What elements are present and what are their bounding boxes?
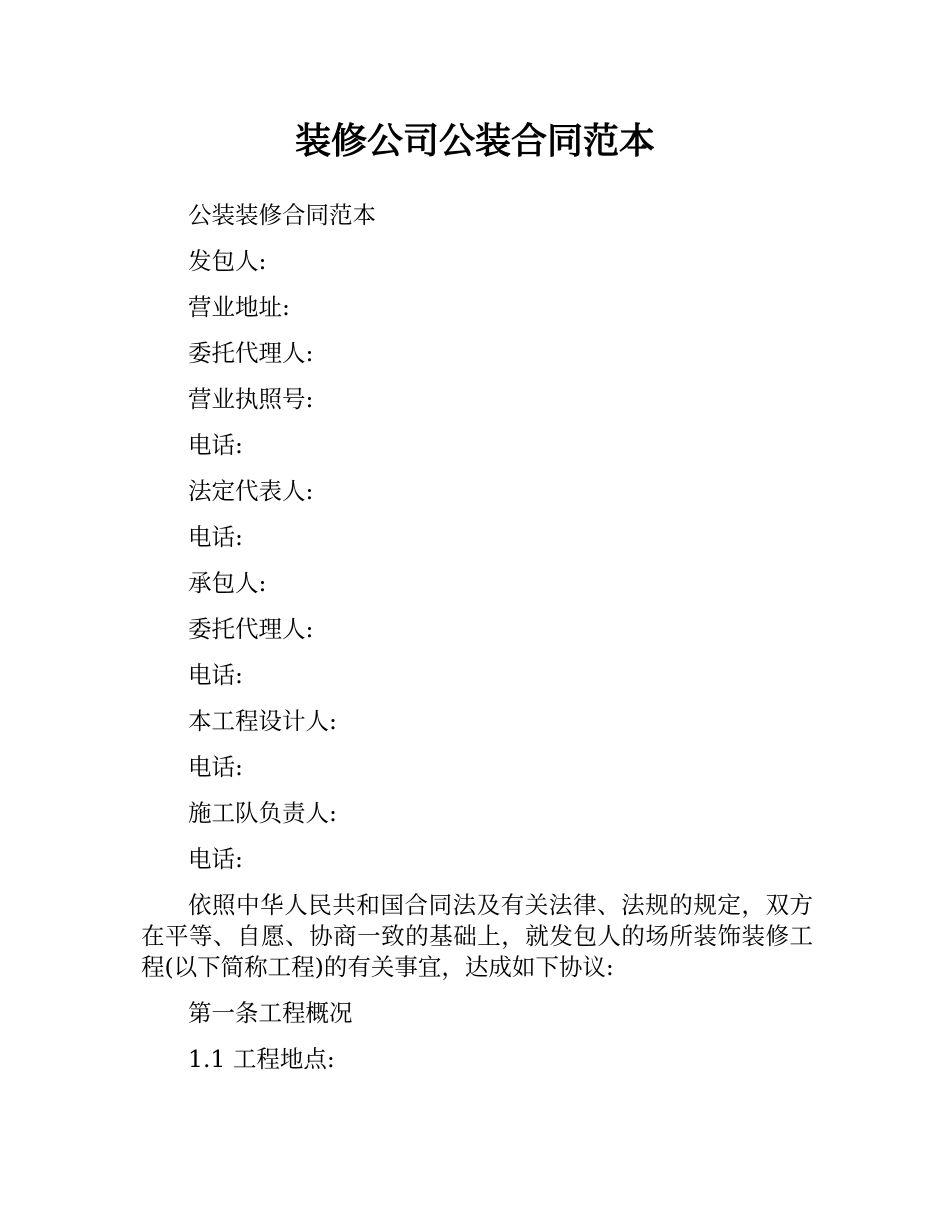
field-legal-representative: 法定代表人: bbox=[188, 477, 314, 505]
clause-1-1: 1.1 工程地点: bbox=[188, 1045, 335, 1073]
field-crew-leader: 施工队负责人: bbox=[188, 799, 337, 827]
document-title: 装修公司公装合同范本 bbox=[294, 121, 655, 162]
field-business-address: 营业地址: bbox=[188, 293, 290, 321]
field-legal-rep-phone: 电话: bbox=[188, 523, 243, 551]
field-contractor: 承包人: bbox=[188, 569, 267, 597]
field-employer-agent: 委托代理人: bbox=[188, 339, 314, 367]
section-heading: 第一条工程概况 bbox=[188, 999, 353, 1027]
field-designer-phone: 电话: bbox=[188, 753, 243, 781]
field-contractor-phone: 电话: bbox=[188, 661, 243, 689]
field-employer-phone: 电话: bbox=[188, 431, 243, 459]
field-designer: 本工程设计人: bbox=[188, 707, 337, 735]
field-employer: 发包人: bbox=[188, 247, 267, 275]
field-business-license: 营业执照号: bbox=[188, 385, 314, 413]
intro-paragraph: 依照中华人民共和国合同法及有关法律、法规的规定，双方在平等、自愿、协商一致的基础上，就发包人的场所装饰装修工程(以下简称工程)的有关事宜，达成如下协议: bbox=[141, 891, 813, 981]
field-crew-leader-phone: 电话: bbox=[188, 845, 243, 873]
field-contractor-agent: 委托代理人: bbox=[188, 615, 314, 643]
doc-subtitle: 公装装修合同范本 bbox=[188, 201, 376, 229]
document-body bbox=[141, 200, 813, 1090]
